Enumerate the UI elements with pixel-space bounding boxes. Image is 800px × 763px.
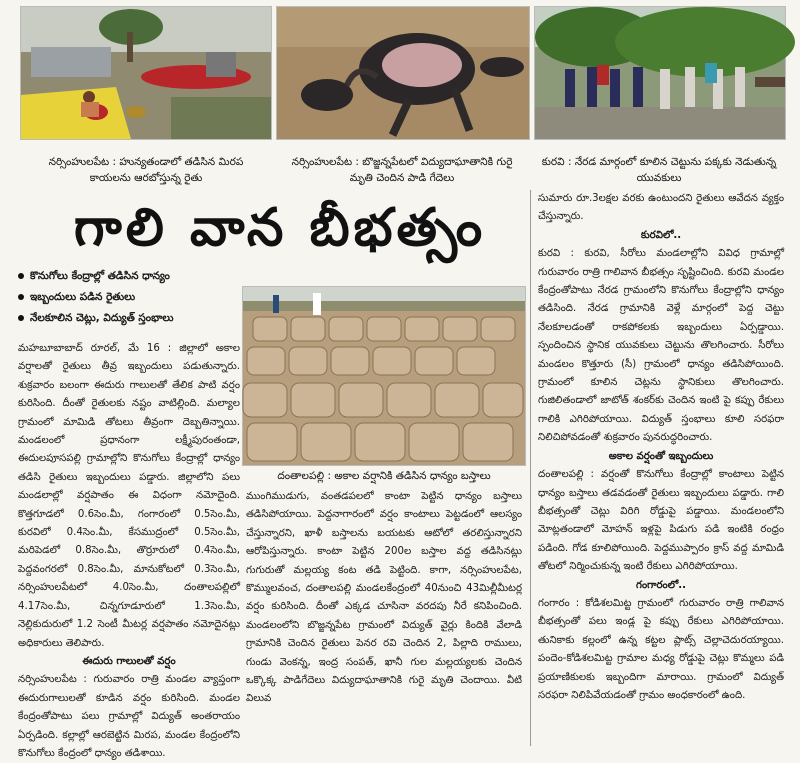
article-column-middle: [246, 488, 522, 750]
article-paragraph: నర్సింహులపేట : గురువారం రాత్రి మండల వ్యాప్తంగా ఈదురుగాలులతో కూడిన వర్షం కురిసింది. మండల కేంద్రంతోపాటు పలు గ్రామాల్లో విద్యుత్ అంతరాయం ఏర్పడింది. కల్లాల్లో ఆరబెట్టిన మిరప, మండల కేంద్రంలోని కొనుగోలు కేంద్రంలో ధాన్యం తడిశాయి.: [18, 674, 240, 759]
photo-fallen-tree: [534, 6, 786, 140]
article-paragraph: ముంగిముడుగు, వంతడపలలో కాంటా పెట్టిన ధాన్యం బస్తాలు తడిసిపోయాయి. పెద్దనాగారంలో వర్షం కాంటాలు పెట్టడంలో ఆలస్యం చేస్తున్నారని, ఖాళీ బస్తాలను బయటకు ఆటోలో తరలిస్తున్నారని ఆరోపిస్తున్నారు. కాంటా పెట్టిన 200ల బస్తాల వద్ద తడిసినట్లు గుగురుతో మల్లయ్య కంట తడి పెట్టింది. కాగా, నర్సింహులపేట, కొమ్ములవంచ, దంతాలపల్లి మండలకేంద్రంలో 40నుంచి 43మిల్లీమీటర్ల వర్షం కురిసింది. దీంతో ఎక్కడ చూసినా వరదపు నీరే కనిపించింది. మండలంలోని బొజ్జన్నపేట గ్రామంలో విద్యుత్ వైర్లు కిందికి వేలాడి గ్రామానికి చెందిన రైతులు పెనర రవి చెందిన 2, పిల్లాది రాములు, గుండు వెంకన్న, ఇంద్ర సంపత్, ఖానీ గుల మల్లయ్యలకు చెందిన ఒక్కొక్క పాడిగేదెలు విద్యుదాఘాతానికి గురై మృతి చెందాయి. వీటి విలువ: [246, 491, 522, 705]
photo-caption: నర్సింహులపేట : హున్యతండాలో తడిసిన మిరప కాయలను ఆరబోస్తున్న రైతు: [48, 156, 244, 184]
article-paragraph: కురవి : కురవి, సీరోలు మండలాల్లోని వివిధ గ్రామాల్లో గురువారం రాత్రి గాలివాన బీభత్సం సృష్టించింది. కురవి మండల కేంద్రంతోపాటు నేరడ గ్రామంలోని కొనుగోలు కేంద్రాల్లోని ధాన్యం తడిసింది. నేరడ గ్రామానికి వెళ్లే మార్గంలో పెద్ద చెట్టు నేలకూలడంతో రాకపోకలకు ఇబ్బందులు ఏర్పడ్డాయి. స్పందించిన స్థానిక యువకులు చెట్టును తొలగించారు. సీరోలు మండలం కొత్తూరు (సీ) గ్రామంలో ధాన్యం తడిసిపోయింది. గ్రామంలో కూలిన చెట్లను స్థానికులు తొలగించారు. గుజిలితండాలో జాటోత్ శంకర్‌కు చెందిన ఇంటి పై కప్పు రేకులు గాలికి ఎగిరిపోయాయి. విద్యుత్ స్తంభాలు కూలి సరఫరా నిలిచిపోవడంతో శుక్రవారం పునరుద్ధరించారు.: [538, 248, 784, 444]
article-paragraph: గంగారం : కోడిశలమిట్ట గ్రామంలో గురువారం రాత్రి గాలివాన బీభత్సంతో పలు ఇండ్ల పై కప్పు రేకులు ఎగిరిపోయాయి. తునికాకు కల్లంలో ఉన్న కట్టల ప్లాట్స్ చెల్లాచెదురయ్యాయి. పందెం-కోడిశలమిట్ట గ్రామాల మధ్య రోడ్డుపై చెట్లు కొమ్మలు పడి ప్రయాణికులకు ఇబ్బందిగా మారాయి. గ్రామంలో విద్యుత్ సరఫరా నిలిపివేయడంతో గ్రామం అంధకారంలో ఉంది.: [538, 597, 784, 701]
photo-dead-buffalo: [276, 6, 530, 140]
column-divider: [530, 190, 531, 746]
article-paragraph: సుమారు రూ.3లక్షల వరకు ఉంటుందని రైతులు ఆవేదన వ్యక్తం చేస్తున్నారు.: [538, 193, 784, 223]
section-heading: కురవిలో..: [640, 229, 682, 241]
headline: గాలి వాన బీభత్సం: [73, 198, 487, 258]
section-heading: ఈదురు గాలులతో వర్షం: [82, 655, 176, 667]
photo-paddy-bags: [242, 286, 526, 466]
photo-caption: నర్సింహులపేట : బొజ్జన్నపేటలో విద్యుదాఘాతానికి గురై మృతి చెందిన పాడి గేదెలు: [291, 156, 513, 184]
section-heading: అకాల వర్షంతో ఇబ్బందులు: [608, 450, 714, 462]
highlights-list: [18, 270, 246, 333]
article-paragraph: మహబూబాబాద్ రూరల్, మే 16 : జిల్లాలో అకాల వర్షాలతో రైతులు తీవ్ర ఇబ్బందులు పడుతున్నారు. శుక్రవారం బలంగా ఈదురు గాలులతో తేలిక పాటి వర్షం కురిసింది. దీంతో రైతులకు నష్టం వాటిల్లింది. మల్యాల గ్రామంలో మామిడి తోటలు తీవ్రంగా దెబ్బతిన్నాయి. మండలంలో ప్రధానంగా లక్ష్మీపురంతండా, ఈదులపూసపల్లి గ్రామాల్లోని కొనుగోలు కేంద్రాల్లో ధాన్యం తడిసి రైతులు ఇబ్బందులు పడ్డారు. జిల్లాలోని పలు మండలాల్లో వర్షపాతం ఈ విధంగా నమోదైంది. కొత్తగూడలో 0.6సెం.మీ, గంగారంలో 0.5సెం.మీ, కురవిలో 0.4సెం.మీ, కేసముద్రంలో 0.5సెం.మీ, మరిపెడలో 0.8సెం.మీ, తొర్రూరులో 0.4సెం.మీ, పెద్దవంగరలో 0.8సెం.మీ, మానుకోటలో 0.3సెం.మీ, నర్సింహులపేటలో 4.0సెం.మీ, దంతాలపల్లిలో 4.17సెం.మీ, చిన్నగూడూరులో 1.3సెం.మీ, నెల్లికుదురులో 1.2 సెంటీ మీటర్ల వర్షపాతం నమోదైనట్లు అధికారులు తెలిపారు.: [18, 343, 240, 649]
highlight-item: కొనుగోలు కేంద్రాల్లో తడిసిన ధాన్యం: [18, 270, 246, 285]
article-paragraph: దంతాలపల్లి : వర్షంతో కొనుగోలు కేంద్రాల్లో కాంటాలు పెట్టిన ధాన్యం బస్తాలు తడవడంతో రైతులు ఇబ్బందులు పడ్డారు. గాలి బీభత్సంతో చెట్లు విరిగి రోడ్డుపై పడ్డాయి. మండలంలోని మోట్లతండాలో మోహన్ ఇళ్లపై పిడుగు పడి ఇంటికి రంధ్రం పడింది. గోడ కూలిపోయింది. పెద్దముప్పారం క్రాస్ వద్ద మామిడి తోటలో నిర్మించుకున్న ఇంటి రేకులు ఎగిరిపోయాయి.: [538, 469, 784, 573]
photo-caption: దంతాలపల్లి : అకాల వర్షానికి తడిసిన ధాన్యం బస్తాలు: [277, 470, 491, 482]
section-heading: గంగారంలో..: [636, 579, 686, 591]
article-column-left: [18, 340, 240, 759]
highlight-item: ఇబ్బందులు పడిన రైతులు: [18, 291, 246, 306]
photo-chilli-drying: [20, 6, 272, 140]
photo-caption: కురవి : నేరడ మార్గంలో కూలిన చెట్టును పక్కకు నెడుతున్న యువకులు: [541, 156, 777, 184]
article-column-right: [538, 190, 784, 750]
highlight-item: నేలకూలిన చెట్లు, విద్యుత్ స్తంభాలు: [18, 312, 246, 327]
